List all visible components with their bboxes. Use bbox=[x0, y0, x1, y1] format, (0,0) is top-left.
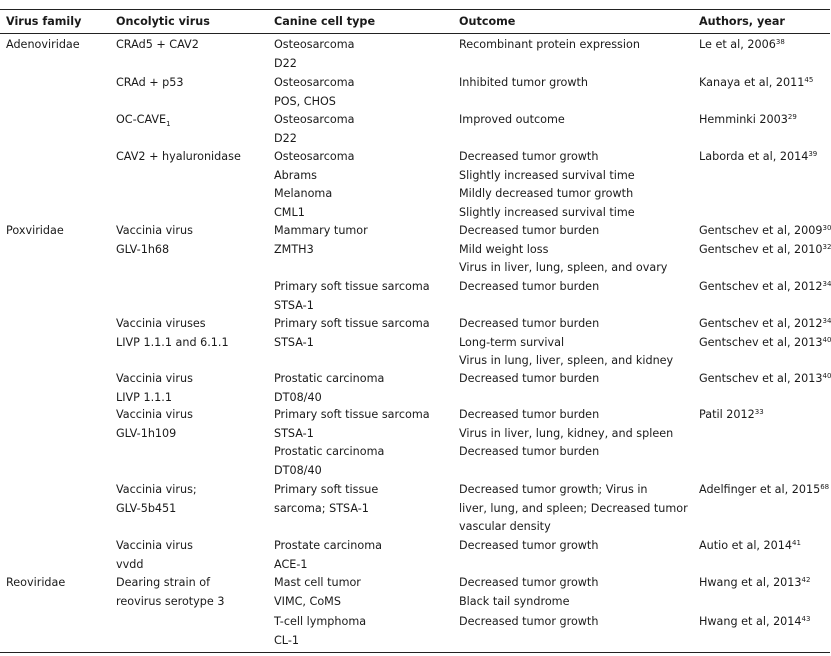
citation-text: Adelfinger et al, 2015$^{68}$ bbox=[699, 483, 830, 496]
outcome-cell bbox=[459, 613, 598, 632]
authors-year-cell bbox=[699, 222, 831, 259]
oncolytic-virus-cell bbox=[116, 111, 171, 131]
top-rule bbox=[0, 9, 830, 10]
reference-superscript: 40 bbox=[822, 372, 831, 380]
authors-year-cell bbox=[699, 574, 810, 593]
bottom-rule bbox=[0, 652, 830, 653]
reference-superscript: 45 bbox=[804, 76, 814, 84]
oncolytic-virus-cell bbox=[116, 36, 199, 55]
cell-type-text: Osteosarcoma bbox=[274, 38, 355, 51]
cell-type-text: Mammary tumor bbox=[274, 224, 368, 237]
canine-cell-type-cell bbox=[274, 370, 384, 407]
citation-text: Gentschev et al, 2010$^{32}$ bbox=[699, 242, 831, 256]
canine-cell-type-cell bbox=[274, 148, 355, 222]
authors-year-cell bbox=[699, 370, 831, 389]
authors-year-cell bbox=[699, 481, 829, 500]
canine-cell-type-cell bbox=[274, 574, 361, 611]
oncolytic-virus-cell bbox=[116, 370, 193, 407]
authors-year-cell bbox=[699, 613, 810, 632]
cell-type-text: Osteosarcoma bbox=[274, 150, 355, 163]
outcome-cell bbox=[459, 574, 598, 611]
cell-type-text: Osteosarcoma bbox=[274, 113, 355, 126]
oncolytic-virus-text: Vaccinia virus bbox=[116, 372, 193, 385]
outcome-text: Improved outcome bbox=[459, 113, 565, 126]
citation-text: Gentschev et al, 2013$^{40}$ bbox=[699, 372, 831, 385]
outcome-text: Decreased tumor growth bbox=[459, 150, 599, 163]
citation-text: Laborda et al, 2014$^{39}$ bbox=[699, 150, 818, 163]
oncolytic-virus-text: Vaccinia virus; bbox=[116, 483, 197, 496]
oncolytic-virus-text: LIVP 1.1.1 bbox=[116, 390, 172, 404]
outcome-text: Virus in liver, lung, spleen, and ovary bbox=[459, 261, 668, 274]
outcome-text: Decreased tumor burden bbox=[459, 317, 600, 330]
outcome-text: vascular density bbox=[459, 520, 551, 533]
outcome-cell bbox=[459, 148, 635, 222]
outcome-text: Virus in liver, lung, kidney, and spleen bbox=[459, 426, 674, 440]
reference-superscript: 40 bbox=[822, 335, 831, 344]
authors-year-cell bbox=[699, 36, 785, 55]
cell-type-text: ZMTH3 bbox=[274, 242, 314, 256]
cell-type-text: Primary soft tissue bbox=[274, 483, 379, 496]
reference-superscript: 30 bbox=[822, 224, 831, 232]
oncolytic-virus-cell bbox=[116, 406, 193, 443]
cell-type-text: Mast cell tumor bbox=[274, 576, 361, 589]
reference-superscript: 41 bbox=[792, 539, 801, 547]
outcome-text: Decreased tumor burden bbox=[459, 408, 600, 421]
outcome-text: Mild weight loss bbox=[459, 242, 549, 256]
virus-family-text: Adenoviridae bbox=[6, 38, 80, 51]
oncolytic-virus-text: vvdd bbox=[116, 557, 144, 571]
authors-year-cell bbox=[699, 315, 831, 352]
citation-text: Gentschev et al, 2013$^{40}$ bbox=[699, 335, 831, 349]
outcome-cell bbox=[459, 74, 588, 93]
outcome-text: Long-term survival bbox=[459, 335, 565, 349]
oncolytic-virus-cell bbox=[116, 74, 184, 93]
oncolytic-virus-text: Dearing strain of bbox=[116, 576, 211, 589]
canine-cell-type-cell bbox=[274, 111, 355, 148]
oncolytic-virus-text: Vaccinia virus bbox=[116, 408, 193, 421]
canine-cell-type-cell bbox=[274, 613, 366, 650]
header-rule bbox=[0, 33, 830, 34]
oncolytic-virus-text: Vaccinia virus bbox=[116, 539, 193, 552]
outcome-cell bbox=[459, 36, 640, 55]
reference-superscript: 39 bbox=[808, 150, 818, 158]
reference-superscript: 43 bbox=[801, 615, 811, 623]
authors-year-cell bbox=[699, 148, 817, 167]
outcome-text: Mildly decreased tumor growth bbox=[459, 187, 634, 200]
oncolytic-virus-text: CAV2 + hyaluronidase bbox=[116, 150, 241, 163]
outcome-text: Slightly increased survival time bbox=[459, 205, 635, 219]
oncolytic-virus-text: Vaccinia viruses bbox=[116, 317, 206, 330]
oncolytic-virus-text: CRAd + p53 bbox=[116, 76, 184, 89]
cell-type-text: Primary soft tissue sarcoma bbox=[274, 280, 430, 293]
reference-superscript: 33 bbox=[754, 408, 764, 416]
citation-text: Gentschev et al, 2012$^{34}$ bbox=[699, 280, 831, 293]
citation-text: Patil 2012$^{33}$ bbox=[699, 408, 764, 421]
outcome-text: Decreased tumor growth bbox=[459, 576, 599, 589]
outcome-text: Decreased tumor burden bbox=[459, 280, 600, 293]
outcome-cell bbox=[459, 406, 673, 462]
outcome-cell bbox=[459, 370, 599, 389]
cell-type-text: DT08/40 bbox=[274, 463, 322, 477]
outcome-text: Recombinant protein expression bbox=[459, 38, 640, 51]
canine-cell-type-cell bbox=[274, 315, 430, 352]
canine-cell-type-cell bbox=[274, 406, 430, 480]
cell-type-text: STSA-1 bbox=[274, 335, 314, 349]
oncolytic-virus-text: LIVP 1.1.1 and 6.1.1 bbox=[116, 335, 229, 349]
citation-text: Hwang et al, 2014$^{43}$ bbox=[699, 615, 811, 628]
citation-text: Le et al, 2006$^{38}$ bbox=[699, 38, 785, 51]
authors-year-cell bbox=[699, 74, 813, 93]
oncolytic-virus-text: GLV-5b451 bbox=[116, 501, 177, 515]
oncolytic-virus-text: reovirus serotype 3 bbox=[116, 594, 225, 608]
oncolytic-virus-text: GLV-1h68 bbox=[116, 242, 170, 256]
oncolytic-virus-text: GLV-1h109 bbox=[116, 426, 177, 440]
outcome-text: Decreased tumor burden bbox=[459, 372, 600, 385]
cell-type-text: STSA-1 bbox=[274, 426, 314, 440]
oncolytic-virus-cell bbox=[116, 537, 193, 574]
virus-family-text: Poxviridae bbox=[6, 224, 64, 237]
cell-type-text: T-cell lymphoma bbox=[274, 615, 367, 628]
cell-type-text: Prostatic carcinoma bbox=[274, 372, 385, 385]
cell-type-text: DT08/40 bbox=[274, 390, 322, 404]
outcome-cell bbox=[459, 315, 673, 371]
authors-year-cell bbox=[699, 111, 797, 130]
outcome-text: Decreased tumor growth bbox=[459, 539, 599, 552]
reference-superscript: 34 bbox=[822, 280, 831, 288]
cell-type-text: VIMC, CoMS bbox=[274, 594, 341, 608]
outcome-text: Slightly increased survival time bbox=[459, 168, 635, 182]
authors-year-cell bbox=[699, 406, 764, 425]
cell-type-text: Abrams bbox=[274, 168, 317, 182]
outcome-cell bbox=[459, 481, 688, 537]
citation-text: Autio et al, 2014$^{41}$ bbox=[699, 539, 801, 552]
cell-type-text: Prostatic carcinoma bbox=[274, 445, 385, 458]
header-canine-cell-type: Canine cell type bbox=[274, 15, 376, 28]
oncolytic-virus-text: $OC-CAVE_1$ bbox=[116, 113, 171, 128]
outcome-cell bbox=[459, 111, 565, 130]
cell-type-text: Primary soft tissue sarcoma bbox=[274, 317, 430, 330]
outcome-text: Decreased tumor burden bbox=[459, 445, 600, 458]
cell-type-text: CL-1 bbox=[274, 633, 300, 647]
outcome-text: Decreased tumor growth bbox=[459, 615, 599, 628]
outcome-text: Decreased tumor burden bbox=[459, 224, 600, 237]
virus-family-cell bbox=[6, 222, 64, 241]
cell-type-text: D22 bbox=[274, 56, 297, 70]
cell-type-text: sarcoma; STSA-1 bbox=[274, 501, 369, 515]
reference-superscript: 29 bbox=[787, 113, 797, 121]
reference-superscript: 68 bbox=[820, 483, 830, 491]
oncolytic-virus-cell bbox=[116, 222, 193, 259]
cell-type-text: CML1 bbox=[274, 205, 305, 219]
oncolytic-virus-text: CRAd5 + CAV2 bbox=[116, 38, 199, 51]
outcome-cell bbox=[459, 222, 667, 278]
outcome-cell bbox=[459, 537, 598, 556]
outcome-text: Black tail syndrome bbox=[459, 594, 570, 608]
citation-text: Gentschev et al, 2009$^{30}$ bbox=[699, 224, 831, 237]
reference-superscript: 42 bbox=[801, 576, 811, 584]
cell-type-text: Primary soft tissue sarcoma bbox=[274, 408, 430, 421]
header-virus-family: Virus family bbox=[6, 15, 82, 28]
canine-cell-type-cell bbox=[274, 74, 355, 111]
subscript: 1 bbox=[166, 120, 171, 128]
cell-type-text: Osteosarcoma bbox=[274, 76, 355, 89]
cell-type-text: D22 bbox=[274, 131, 297, 145]
canine-cell-type-cell bbox=[274, 222, 368, 259]
reference-superscript: 34 bbox=[822, 317, 831, 325]
virus-family-text: Reoviridae bbox=[6, 576, 66, 589]
citation-text: Gentschev et al, 2012$^{34}$ bbox=[699, 317, 831, 330]
cell-type-text: STSA-1 bbox=[274, 298, 314, 312]
citation-text: Hemminki 2003$^{29}$ bbox=[699, 113, 797, 126]
oncolytic-virus-cell bbox=[116, 315, 229, 352]
reference-superscript: 38 bbox=[775, 38, 785, 46]
canine-cell-type-cell bbox=[274, 481, 378, 518]
cell-type-text: Melanoma bbox=[274, 187, 333, 200]
citation-text: Kanaya et al, 2011$^{45}$ bbox=[699, 76, 814, 89]
authors-year-cell bbox=[699, 537, 801, 556]
reference-superscript: 32 bbox=[822, 242, 831, 251]
virus-family-cell bbox=[6, 574, 65, 593]
outcome-cell bbox=[459, 278, 599, 297]
outcome-text: Decreased tumor growth; Virus in bbox=[459, 483, 648, 496]
canine-cell-type-cell bbox=[274, 278, 430, 315]
outcome-text: liver, lung, and spleen; Decreased tumor bbox=[459, 501, 688, 515]
authors-year-cell bbox=[699, 278, 831, 297]
citation-text: Hwang et al, 2013$^{42}$ bbox=[699, 576, 811, 589]
oncolytic-virus-cell bbox=[116, 574, 224, 611]
cell-type-text: ACE-1 bbox=[274, 557, 308, 571]
virus-family-cell bbox=[6, 36, 80, 55]
outcome-text: Inhibited tumor growth bbox=[459, 76, 589, 89]
oncolytic-virus-text: Vaccinia virus bbox=[116, 224, 193, 237]
canine-cell-type-cell bbox=[274, 36, 355, 73]
cell-type-text: Prostate carcinoma bbox=[274, 539, 382, 552]
oncolytic-virus-cell bbox=[116, 148, 241, 167]
oncolytic-virus-cell bbox=[116, 481, 197, 518]
header-outcome: Outcome bbox=[459, 15, 516, 28]
cell-type-text: POS, CHOS bbox=[274, 94, 336, 108]
canine-cell-type-cell bbox=[274, 537, 382, 574]
outcome-text: Virus in lung, liver, spleen, and kidney bbox=[459, 354, 674, 367]
header-authors-year: Authors, year bbox=[699, 15, 785, 28]
header-oncolytic-virus: Oncolytic virus bbox=[116, 15, 210, 28]
